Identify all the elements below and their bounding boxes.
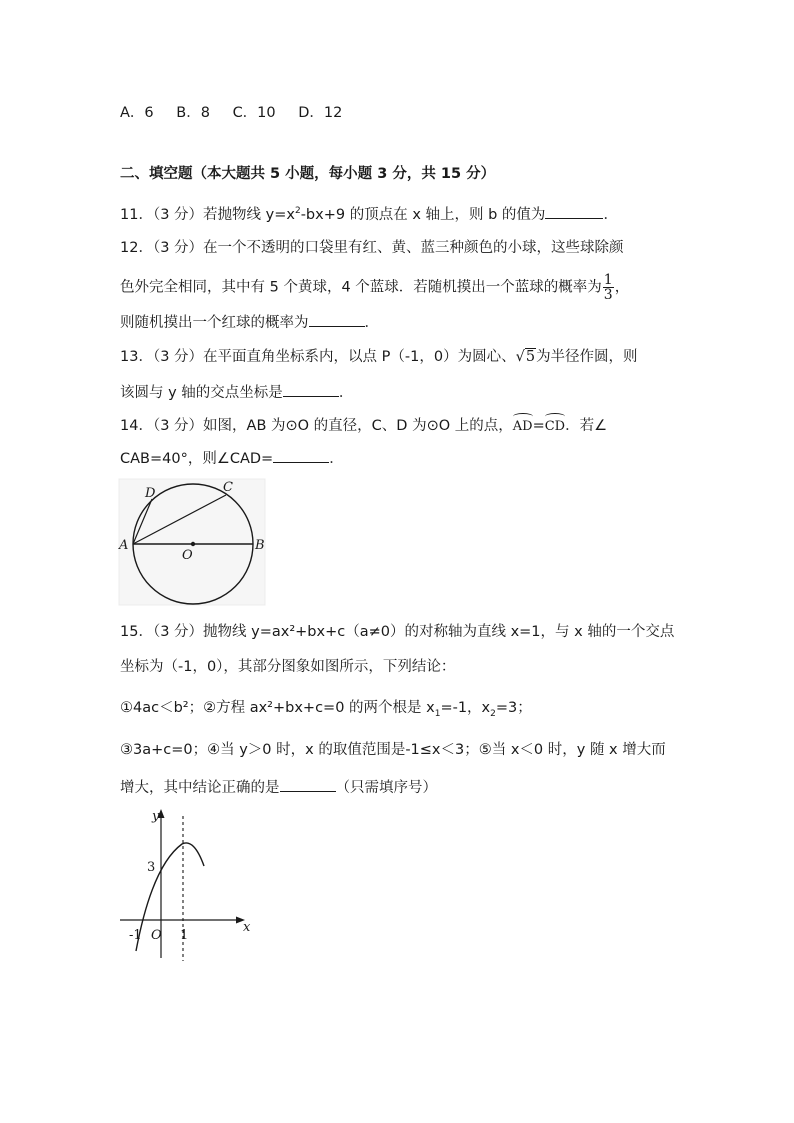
center-point	[191, 542, 195, 546]
q12-line3-end: ．	[364, 315, 379, 331]
section-heading: 二、填空题（本大题共 5 小题，每小题 3 分，共 15 分）	[120, 166, 496, 182]
option-b: B．8	[176, 105, 210, 121]
label-c: C	[223, 480, 233, 495]
q11-text-pre: 11．（3 分）若抛物线 y=x	[120, 206, 295, 223]
sqrt-radicand: 5	[525, 349, 536, 365]
q13-sqrt	[516, 348, 536, 365]
parabola-figure	[112, 806, 257, 966]
question-14-line2	[120, 448, 344, 469]
question-15-line3	[120, 698, 532, 724]
question-15-line2: 坐标为（-1，0），其部分图象如图所示，下列结论：	[120, 659, 456, 675]
q15-answer-blank	[280, 777, 336, 792]
label-x: x	[243, 920, 251, 935]
q13-line1-post: 为半径作圆，则	[536, 349, 638, 365]
q12-line2-end: ，	[614, 279, 630, 296]
question-11	[120, 201, 618, 225]
q14-line2-text: CAB=40°，则∠CAD=	[120, 451, 274, 467]
q13-line1-text: 13．（3 分）在平面直角坐标系内，以点 P（-1，0）为圆心、	[120, 349, 516, 365]
option-a: A．6	[120, 105, 154, 121]
circle-figure	[116, 476, 268, 608]
question-12-line1: 12．（3 分）在一个不透明的口袋里有红、黄、蓝三种颜色的小球，这些球除颜	[120, 240, 624, 256]
q15-line3-end: =3；	[495, 700, 532, 716]
label-3: 3	[147, 860, 156, 875]
label-y: y	[152, 809, 160, 824]
label-1: 1	[180, 928, 189, 943]
label-b: B	[255, 538, 265, 553]
q13-line2-end: ．	[338, 385, 354, 401]
q15-line5-text: 增大，其中结论正确的是	[120, 780, 280, 796]
question-12-line2	[120, 273, 629, 302]
label-neg1: -1	[129, 928, 142, 943]
label-o: O	[182, 548, 193, 563]
q12-fraction-denominator: 3	[603, 287, 613, 303]
question-15-line5	[120, 777, 437, 798]
q13-line2-text: 该圆与 y 轴的交点坐标是	[120, 385, 283, 401]
question-12-line3	[120, 312, 379, 333]
q14-line1-post: ．若∠	[565, 418, 608, 434]
label-a: A	[119, 538, 129, 553]
option-d: D．12	[298, 105, 343, 121]
q14-line1-text: 14．（3 分）如图，AB 为⊙O 的直径，C、D 为⊙O 上的点，	[120, 418, 513, 434]
question-15-line1: 15．（3 分）抛物线 y=ax²+bx+c（a≠0）的对称轴为直线 x=1，与 x 轴的一个交点	[120, 624, 675, 640]
sqrt-sign: √	[515, 349, 525, 365]
q12-answer-blank	[309, 312, 365, 327]
q15-line5-end: （只需填序号）	[335, 780, 437, 796]
q11-exponent: 2	[294, 206, 301, 216]
label-origin: O	[151, 928, 162, 943]
option-c: C．10	[232, 105, 276, 121]
question-13-line1	[120, 347, 638, 367]
q15-sub2: 2	[490, 708, 496, 719]
q11-answer-blank	[545, 204, 603, 219]
arc-ad: AD	[513, 414, 533, 437]
q11-text-post: -bx+9 的顶点在 x 轴上，则 b 的值为	[300, 206, 546, 223]
answer-options	[120, 103, 360, 123]
arc-cd: CD	[545, 414, 565, 437]
q14-answer-blank	[273, 448, 329, 463]
q11-end: ．	[603, 206, 618, 223]
q12-fraction	[603, 273, 614, 302]
q12-line3-text: 则随机摸出一个红球的概率为	[120, 315, 309, 331]
question-13-line2	[120, 382, 353, 403]
q15-sub1: 1	[434, 708, 441, 719]
q12-line2-text: 色外完全相同，其中有 5 个黄球，4 个蓝球．若随机摸出一个蓝球的概率为	[120, 279, 602, 296]
q12-fraction-numerator: 1	[603, 272, 613, 288]
question-15-line4: ③3a+c=0；④当 y＞0 时，x 的取值范围是-1≤x＜3；⑤当 x＜0 时，y 随 x 增大而	[120, 742, 666, 758]
q15-line3-text: ①4ac＜b²；②方程 ax²+bx+c=0 的两个根是 x	[120, 700, 435, 716]
question-14-line1	[120, 414, 607, 437]
q13-answer-blank	[283, 382, 339, 397]
q15-line3-mid: =-1，x	[440, 700, 491, 716]
q14-equals: =	[532, 418, 545, 434]
label-d: D	[145, 486, 156, 501]
figure-background	[119, 479, 265, 605]
q14-line2-end: ．	[329, 451, 344, 467]
